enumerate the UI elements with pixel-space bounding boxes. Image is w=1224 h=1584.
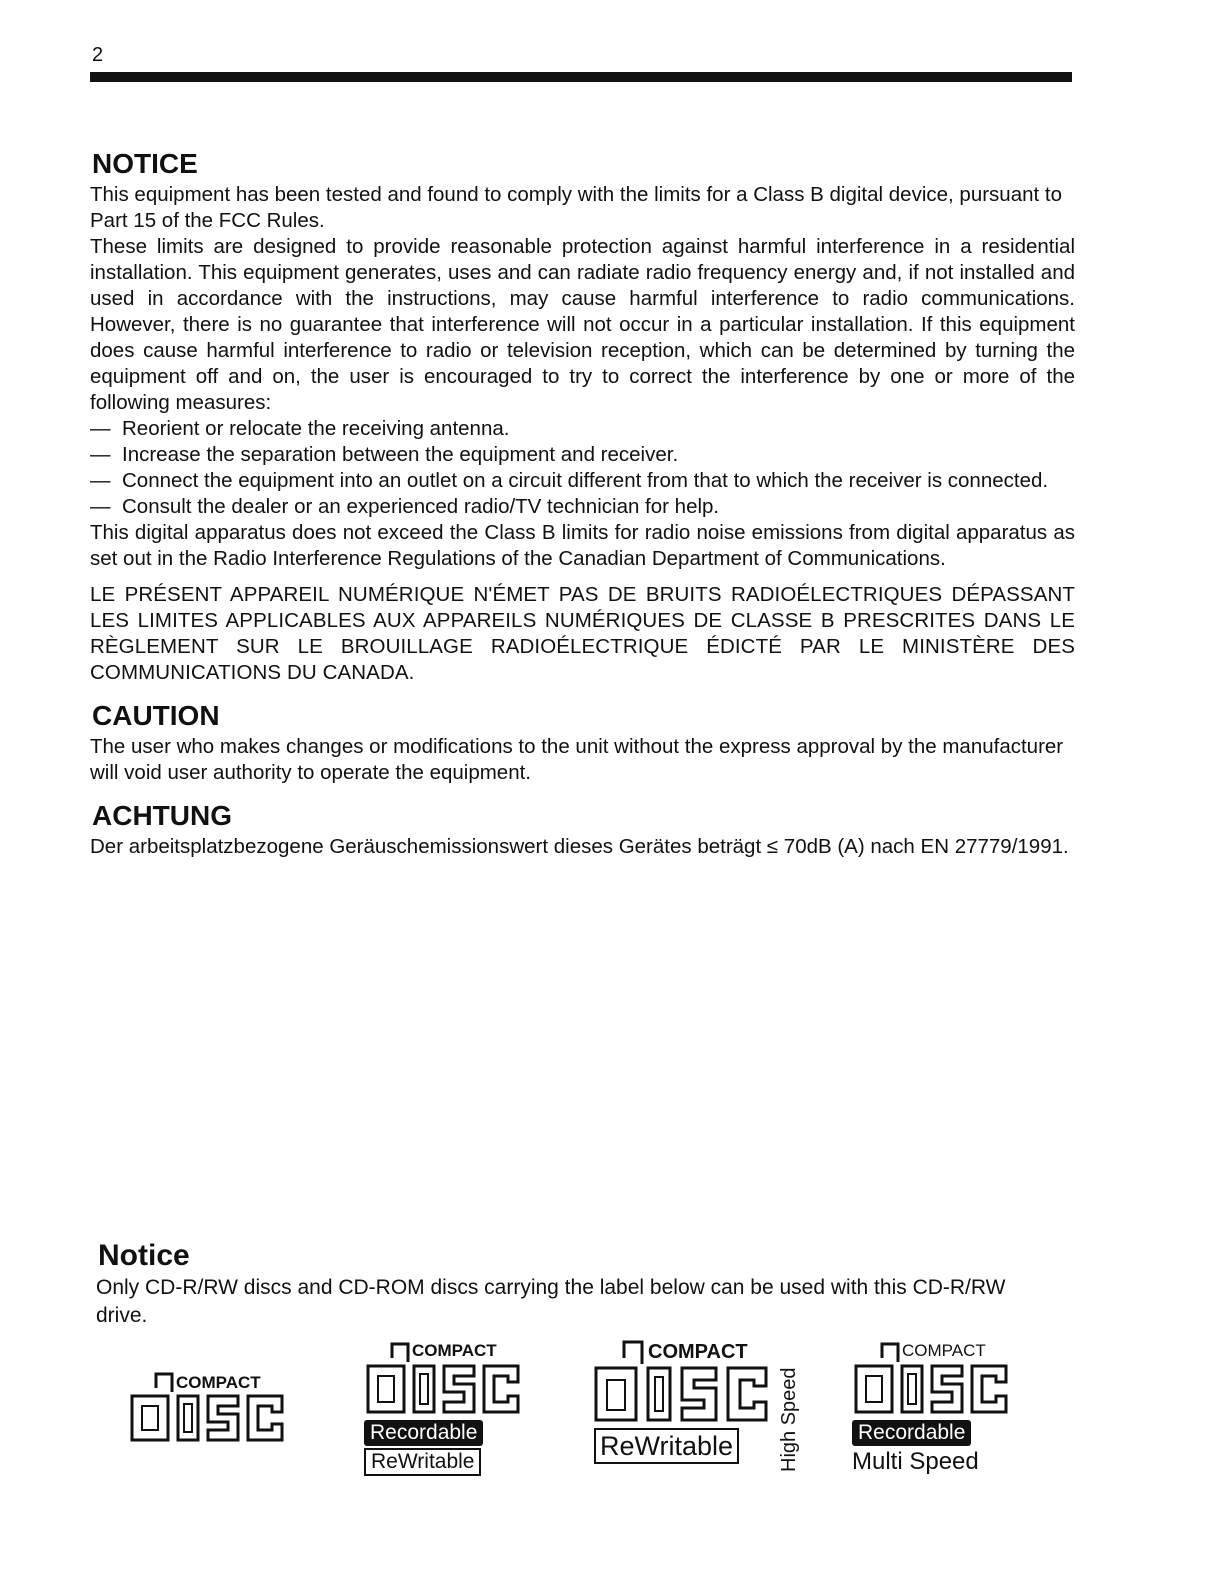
list-item: — Reorient or relocate the receiving antenna. (90, 417, 510, 440)
cd-rewritable-high-speed-logo (594, 1336, 804, 1472)
dash-icon: — (90, 443, 111, 466)
cd-rw-disc-icon (364, 1336, 524, 1416)
disc-notice-text: Only CD-R/RW discs and CD-ROM discs carrying the label below can be used with this CD-R/RW drive. (96, 1276, 1006, 1327)
list-item: — Increase the separation between the equipment and receiver. (90, 443, 679, 466)
dash-icon: — (90, 469, 111, 492)
list-item: — Connect the equipment into an outlet on a circuit different from that to which the receiver is connected. (90, 469, 1049, 492)
compact-label: COMPACT (176, 1373, 261, 1392)
caution-text: The user who makes changes or modifications to the unit without the express approval by the manufacturer will void user authority to operate the equipment. (90, 735, 1064, 784)
notice-paragraph-1: This equipment has been tested and found to comply with the limits for a Class B digital device, pursuant to Part 15 of the FCC Rules. (90, 183, 1062, 232)
disc-notice-heading: Notice (98, 1239, 190, 1272)
rewritable-badge: ReWritable (364, 1448, 481, 1476)
page-number: 2 (92, 44, 104, 66)
compact-label: COMPACT (648, 1341, 748, 1363)
compact-disc-logo (128, 1366, 288, 1446)
header-rule (90, 72, 1072, 82)
cd-rw-high-speed-disc-icon (594, 1336, 774, 1426)
main-content (90, 148, 1075, 860)
achtung-section (90, 800, 1075, 860)
caution-heading: CAUTION (92, 700, 220, 731)
notice-heading: NOTICE (92, 148, 198, 179)
dash-icon: — (90, 417, 111, 440)
list-item: — Consult the dealer or an experienced radio/TV technician for help. (90, 495, 720, 518)
caution-section (90, 700, 1075, 786)
disc-notice-section (96, 1240, 1056, 1330)
cd-r-multi-speed-disc-icon (852, 1336, 1012, 1416)
notice-paragraph-3: This digital apparatus does not exceed the Class B limits for radio noise emissions from digital apparatus as set out in the Radio Interference Regulations of the Canadian Department of Communications. (90, 521, 1075, 570)
achtung-text: Der arbeitsplatzbezogene Geräuschemissionswert dieses Gerätes beträgt ≤ 70dB (A) nach EN 27779/1991. (90, 835, 1069, 858)
notice-paragraph-2: These limits are designed to provide reasonable protection against harmful interference in a residential installation. This equipment generates, uses and can radiate radio frequency energy and, if not installed and used in accordance with the instructions, may cause harmful interference to radio communications. However, there is no guarantee that interference will not occur in a particular installation. If this equipment does cause harmful interference to radio or television reception, which can be determined by turning the equipment off and on, the user is encouraged to try to correct the interference by one or more of the following measures: (90, 235, 1075, 414)
compact-disc-logo-icon (128, 1366, 288, 1446)
notice-paragraph-french: LE PRÉSENT APPAREIL NUMÉRIQUE N'ÉMET PAS DE BRUITS RADIOÉLECTRIQUES DÉPASSANT LES LIMITES APPLICABLES AUX APPAREILS NUMÉRIQUES DE CLASSE B PRESCRITES DANS LE RÈGLEMENT SUR LE BROUILLAGE RADIOÉLECTRIQUE ÉDICTÉ PAR LE MINISTÈRE DES COMMUNICATIONS DU CANADA. (90, 583, 1075, 684)
disc-logos (0, 1330, 1224, 1490)
dash-icon: — (90, 495, 111, 518)
measures-list (90, 416, 1075, 520)
compact-label: COMPACT (412, 1341, 497, 1360)
cd-recordable-multi-speed-logo (852, 1336, 1012, 1476)
high-speed-label: High Speed (778, 1367, 800, 1472)
recordable-badge: Recordable (364, 1420, 483, 1446)
cd-recordable-rewritable-logo (364, 1336, 524, 1476)
multi-speed-label: Multi Speed (852, 1448, 979, 1475)
rewritable-badge: ReWritable (594, 1428, 739, 1464)
compact-label: COMPACT (902, 1341, 986, 1360)
achtung-heading: ACHTUNG (92, 800, 232, 831)
recordable-badge: Recordable (852, 1420, 971, 1446)
